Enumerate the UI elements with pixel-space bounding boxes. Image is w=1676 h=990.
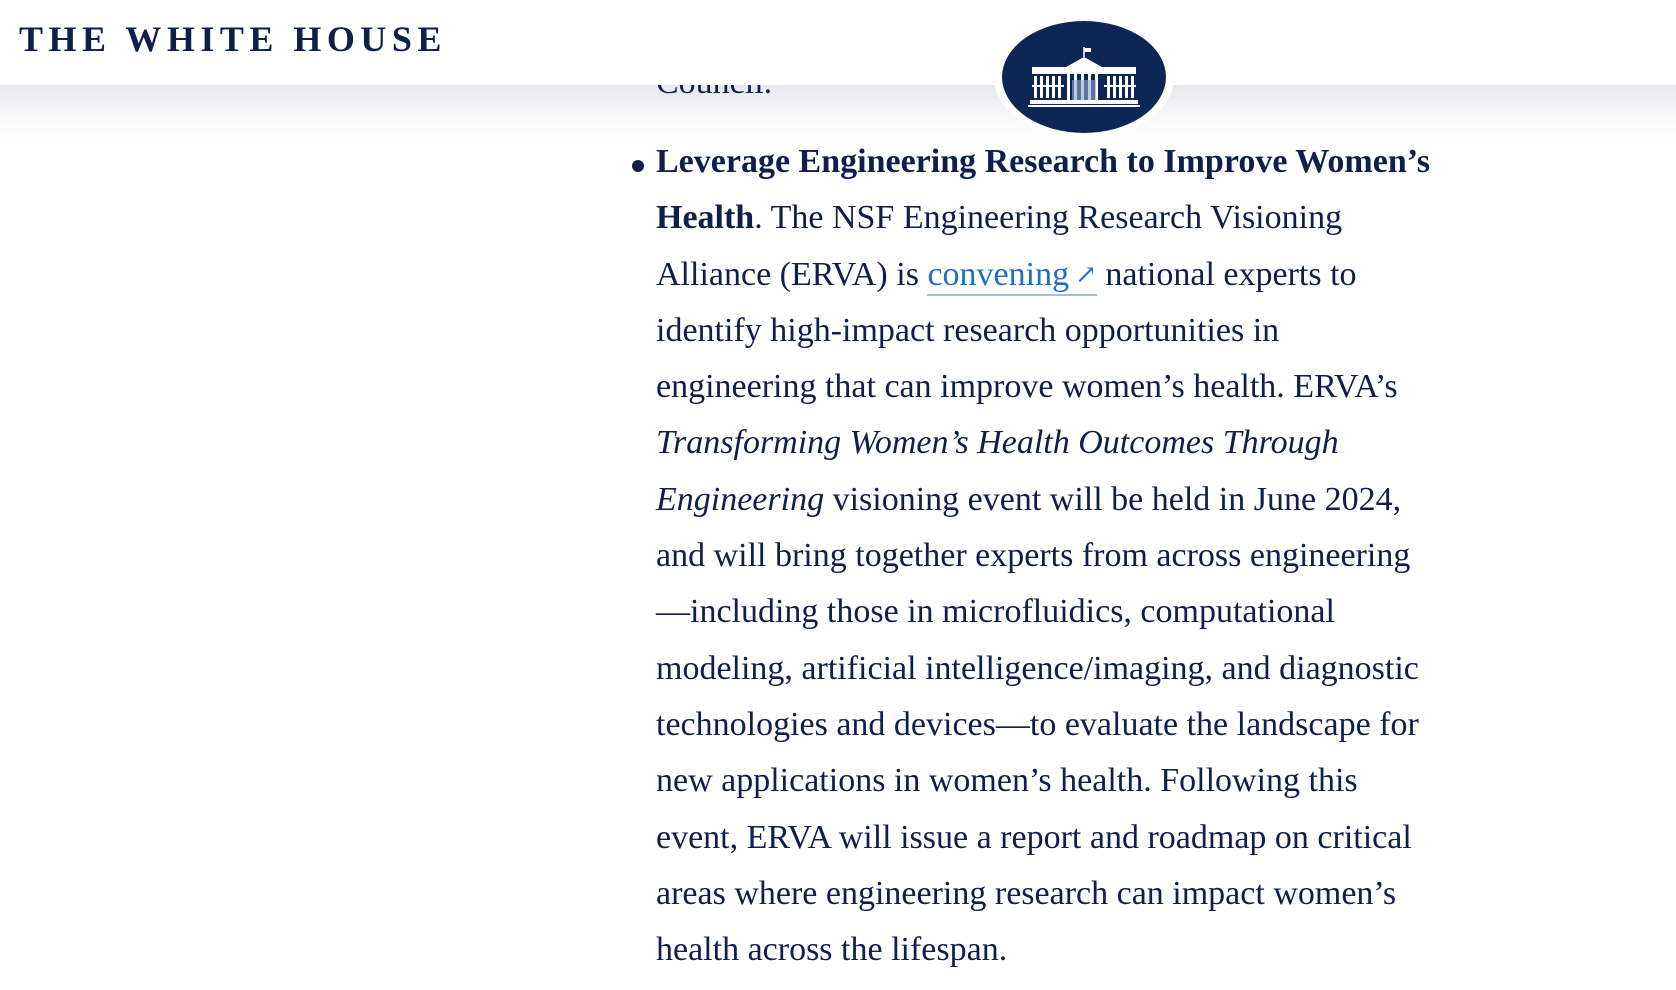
list-item xyxy=(656,134,1536,978)
paragraph-line xyxy=(656,415,1536,471)
link-label: convening xyxy=(927,255,1070,293)
header-shadow xyxy=(0,85,1676,140)
item-heading-continued: Health xyxy=(656,199,755,237)
paragraph-text: visioning event will be held in June 2024, xyxy=(824,480,1402,518)
paragraph-text: Alliance (ERVA) is xyxy=(656,255,928,293)
paragraph-line: health across the lifespan. xyxy=(656,931,1008,969)
paragraph-line: areas where engineering research can impact women’s xyxy=(656,874,1397,912)
paragraph-line: identify high-impact research opportunities in xyxy=(656,311,1280,349)
paragraph-line: event, ERVA will issue a report and roadmap on critical xyxy=(656,818,1412,856)
paragraph-line: and will bring together experts from across engineering xyxy=(656,537,1411,575)
paragraph-line: engineering that can improve women’s health. ERVA’s xyxy=(656,368,1398,406)
site-wordmark-link[interactable]: THE WHITE HOUSE xyxy=(19,19,447,59)
site-header xyxy=(0,0,1676,85)
event-title-continued: Engineering xyxy=(656,480,825,518)
paragraph-line xyxy=(656,134,1536,190)
white-house-building-icon xyxy=(1028,47,1140,109)
paragraph-line: technologies and devices—to evaluate the landscape for xyxy=(656,705,1419,743)
event-title: Transforming Women’s Health Outcomes Through xyxy=(656,424,1339,462)
white-house-seal-icon xyxy=(1002,21,1166,133)
paragraph-line xyxy=(656,247,1536,303)
paragraph-line: —including those in microfluidics, computational xyxy=(656,593,1335,631)
paragraph-text: national experts to xyxy=(1096,255,1357,293)
paragraph-text: . The NSF Engineering Research Visioning xyxy=(754,199,1343,237)
white-house-seal-link[interactable] xyxy=(994,16,1174,138)
paragraph-line xyxy=(656,472,1536,528)
paragraph-line: modeling, artificial intelligence/imaging, and diagnostic xyxy=(656,649,1419,687)
item-heading: Leverage Engineering Research to Improve Women’s xyxy=(656,143,1431,180)
external-link-arrow-icon: ↗ xyxy=(1075,259,1097,289)
paragraph-line: new applications in women’s health. Following this xyxy=(656,762,1358,800)
list-bullet xyxy=(632,160,644,172)
convening-link[interactable] xyxy=(927,256,1096,296)
paragraph-line xyxy=(656,190,1536,246)
